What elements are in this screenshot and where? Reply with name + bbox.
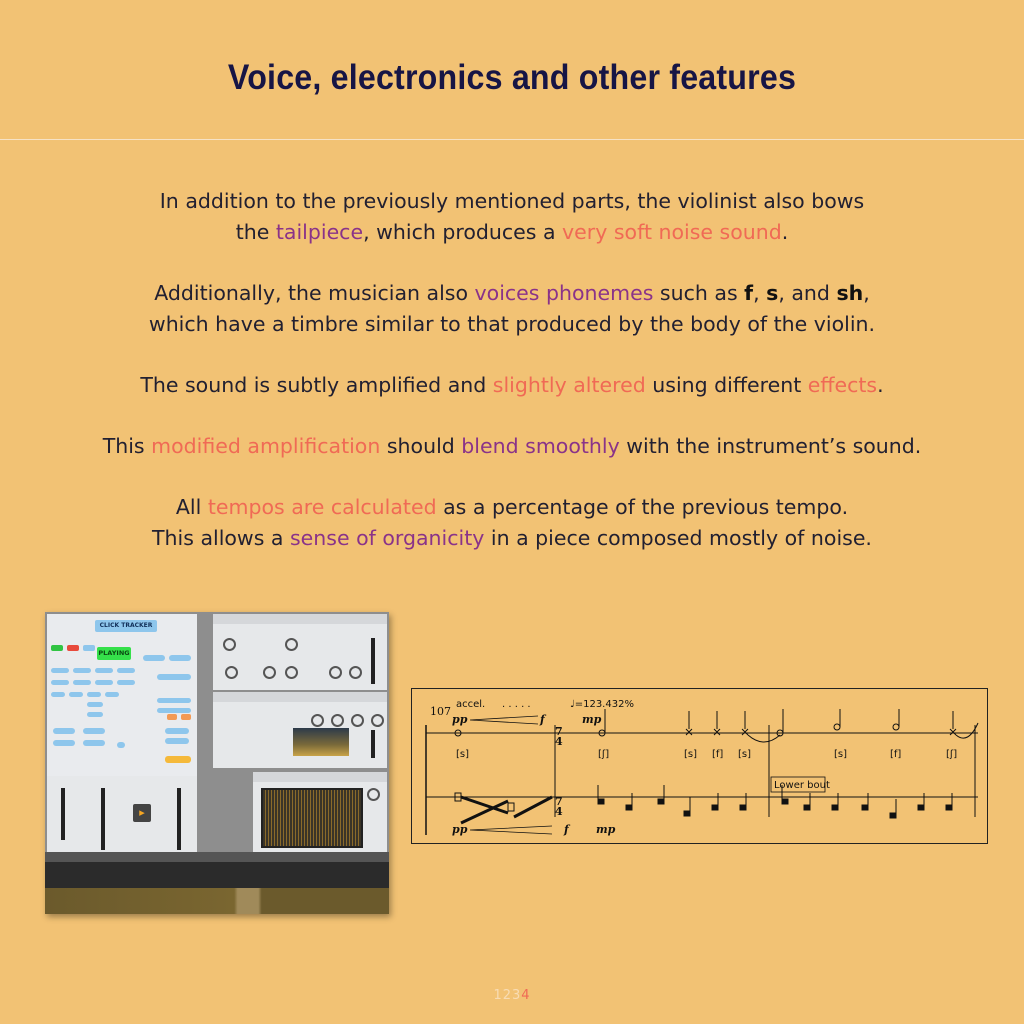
dynamic-pp: pp [452, 713, 468, 726]
note [832, 805, 838, 810]
notehead-box [508, 803, 514, 811]
timeline-track [45, 862, 389, 888]
header-divider [0, 139, 1024, 140]
body-text [0, 186, 1024, 584]
text-span: All [175, 495, 208, 519]
control-field[interactable] [83, 740, 105, 746]
pagination [0, 988, 1024, 1003]
highlight-effects: effects [807, 373, 878, 397]
paragraph-3 [0, 370, 1024, 401]
control-button[interactable] [117, 680, 135, 685]
click-tracker-title: CLICK TRACKER [95, 620, 157, 632]
knob[interactable] [367, 788, 380, 801]
control-button[interactable] [51, 668, 69, 673]
orange-button[interactable] [181, 714, 191, 720]
text-span: , and [778, 281, 837, 305]
phoneme-label: [ʃ] [946, 749, 958, 760]
waveform-panel [253, 772, 387, 854]
phoneme-sh: sh [836, 281, 864, 305]
fader[interactable] [101, 788, 105, 850]
note [890, 813, 896, 818]
control-button[interactable] [95, 668, 113, 673]
control-field[interactable] [53, 728, 75, 734]
phoneme-s: s [766, 281, 779, 305]
control-button[interactable] [51, 692, 65, 697]
panel-header [213, 614, 387, 624]
note [946, 805, 952, 810]
phoneme-label: [f] [712, 749, 724, 760]
control-field[interactable] [157, 674, 191, 680]
text-span: as a percentage of the previous tempo. [436, 495, 849, 519]
toggle[interactable] [117, 742, 125, 748]
paragraph-1 [0, 186, 1024, 248]
phoneme-f: f [744, 281, 754, 305]
note [740, 805, 746, 810]
reset-button[interactable] [83, 645, 95, 651]
note [658, 799, 664, 804]
dynamic-pp-lower: pp [452, 823, 468, 836]
notehead-x [686, 729, 692, 735]
yellow-button[interactable] [165, 756, 191, 763]
page-prev[interactable]: 123 [493, 988, 522, 1003]
knob[interactable] [331, 714, 344, 727]
note [626, 805, 632, 810]
panel-header [253, 772, 387, 782]
phoneme-label: [s] [684, 749, 698, 760]
text-span: in a piece composed mostly of noise. [484, 526, 872, 550]
notehead-x [742, 729, 748, 735]
highlight-blend-smoothly: blend smoothly [461, 434, 620, 458]
note [598, 799, 604, 804]
note [918, 805, 924, 810]
click-tracker-panel [47, 614, 197, 776]
knob[interactable] [329, 666, 342, 679]
paragraph-4 [0, 431, 1024, 462]
notehead-x [714, 729, 720, 735]
phoneme-label: [f] [890, 749, 902, 760]
speaker-icon[interactable]: ▸ [133, 804, 151, 822]
tie [748, 735, 780, 742]
knob[interactable] [223, 638, 236, 651]
score-svg [412, 689, 988, 844]
text-span: , [863, 281, 870, 305]
control-field[interactable] [165, 728, 189, 734]
control-button[interactable] [51, 680, 69, 685]
highlight-voices-phonemes: voices phonemes [474, 281, 654, 305]
text-span: using different [645, 373, 808, 397]
phoneme-label: [s] [738, 749, 752, 760]
notehead [834, 724, 840, 730]
phoneme-label: [ʃ] [598, 749, 610, 760]
time-sig-top: 7 [555, 725, 563, 738]
highlight-tempos-calculated: tempos are calculated [207, 495, 437, 519]
highlight-tailpiece: tailpiece [275, 220, 364, 244]
knob[interactable] [225, 666, 238, 679]
page-current[interactable]: 4 [521, 988, 531, 1003]
page-title: Voice, electronics and other features [227, 58, 797, 97]
notehead [893, 724, 899, 730]
paragraph-5 [0, 492, 1024, 554]
crescendo-hairpin-lower [470, 826, 552, 834]
spectrum-display [293, 728, 349, 756]
audio-software-screenshot [45, 612, 389, 914]
highlight-slightly-altered: slightly altered [492, 373, 646, 397]
dynamic-mp: mp [582, 713, 602, 726]
text-span: which have a timbre similar to that produced by the body of the violin. [148, 312, 876, 336]
lower-bout-label: Lower bout [774, 780, 830, 791]
upper-notes [455, 709, 978, 742]
control-button[interactable] [95, 680, 113, 685]
time-sig-bottom: 4 [555, 735, 563, 748]
timeline-header [45, 852, 389, 862]
control-button[interactable] [87, 692, 101, 697]
timeline-region [45, 888, 389, 914]
control-field[interactable] [165, 738, 189, 744]
control-field[interactable] [87, 712, 103, 717]
control-field[interactable] [83, 728, 105, 734]
control-button[interactable] [105, 692, 119, 697]
gliss-line [514, 797, 552, 817]
knob[interactable] [311, 714, 324, 727]
knob[interactable] [285, 638, 298, 651]
knob[interactable] [371, 714, 384, 727]
control-field[interactable] [157, 698, 191, 703]
text-span: such as [653, 281, 745, 305]
phoneme-label: [s] [456, 749, 470, 760]
knob[interactable] [351, 714, 364, 727]
text-span: This allows a [152, 526, 290, 550]
note [782, 799, 788, 804]
waveform-display [261, 788, 363, 848]
paragraph-2 [0, 278, 1024, 340]
note [712, 805, 718, 810]
text-span: the [235, 220, 276, 244]
text-span: The sound is subtly amplified and [140, 373, 493, 397]
phoneme-label: [s] [834, 749, 848, 760]
score-excerpt [411, 688, 988, 844]
text-span: with the instrument’s sound. [619, 434, 922, 458]
knob[interactable] [263, 666, 276, 679]
text-span: In addition to the previously mentioned parts, the violinist also bows [159, 189, 865, 213]
text-span: Additionally, the musician also [154, 281, 475, 305]
highlight-modified-amplification: modified amplification [151, 434, 381, 458]
panel-header [213, 692, 387, 702]
notehead-x [950, 729, 956, 735]
orange-button[interactable] [167, 714, 177, 720]
accel-marking: accel. [456, 699, 486, 710]
accel-dashes: . . . . . [502, 699, 531, 710]
level-meter [371, 730, 375, 758]
fader[interactable] [177, 788, 181, 850]
control-button[interactable] [143, 655, 165, 661]
knob[interactable] [349, 666, 362, 679]
dynamic-f: f [540, 713, 545, 726]
dynamic-mp-lower: mp [596, 823, 616, 836]
control-button[interactable] [117, 668, 135, 673]
measure-number: 107 [430, 705, 451, 718]
dynamic-f-lower: f [564, 823, 569, 836]
note [684, 811, 690, 816]
control-button[interactable] [169, 655, 191, 661]
text-span: . [781, 220, 789, 244]
control-button[interactable] [69, 692, 83, 697]
tempo-marking: ♩=123.432% [570, 699, 634, 710]
playing-indicator: PLAYING [97, 647, 131, 660]
highlight-noise-sound: very soft noise sound [562, 220, 782, 244]
control-field[interactable] [157, 708, 191, 713]
effect-panel-top [213, 614, 387, 690]
level-meter [371, 638, 375, 684]
crescendo-hairpin [470, 716, 538, 724]
knob[interactable] [285, 666, 298, 679]
time-sig-bottom-lower: 4 [555, 805, 563, 818]
note [804, 805, 810, 810]
text-span: should [380, 434, 462, 458]
text-span: , which produces a [363, 220, 563, 244]
mixer-panel [47, 776, 197, 852]
highlight-organicity: sense of organicity [289, 526, 485, 550]
text-span: This [102, 434, 152, 458]
note [862, 805, 868, 810]
control-button[interactable] [73, 668, 91, 673]
time-sig-top-lower: 7 [555, 795, 563, 808]
stop-button[interactable] [67, 645, 79, 651]
text-span: . [877, 373, 884, 397]
control-field[interactable] [87, 702, 103, 707]
control-button[interactable] [73, 680, 91, 685]
play-button[interactable] [51, 645, 63, 651]
control-field[interactable] [53, 740, 75, 746]
text-span: , [753, 281, 767, 305]
effect-panel-middle [213, 692, 387, 768]
fader[interactable] [61, 788, 65, 840]
